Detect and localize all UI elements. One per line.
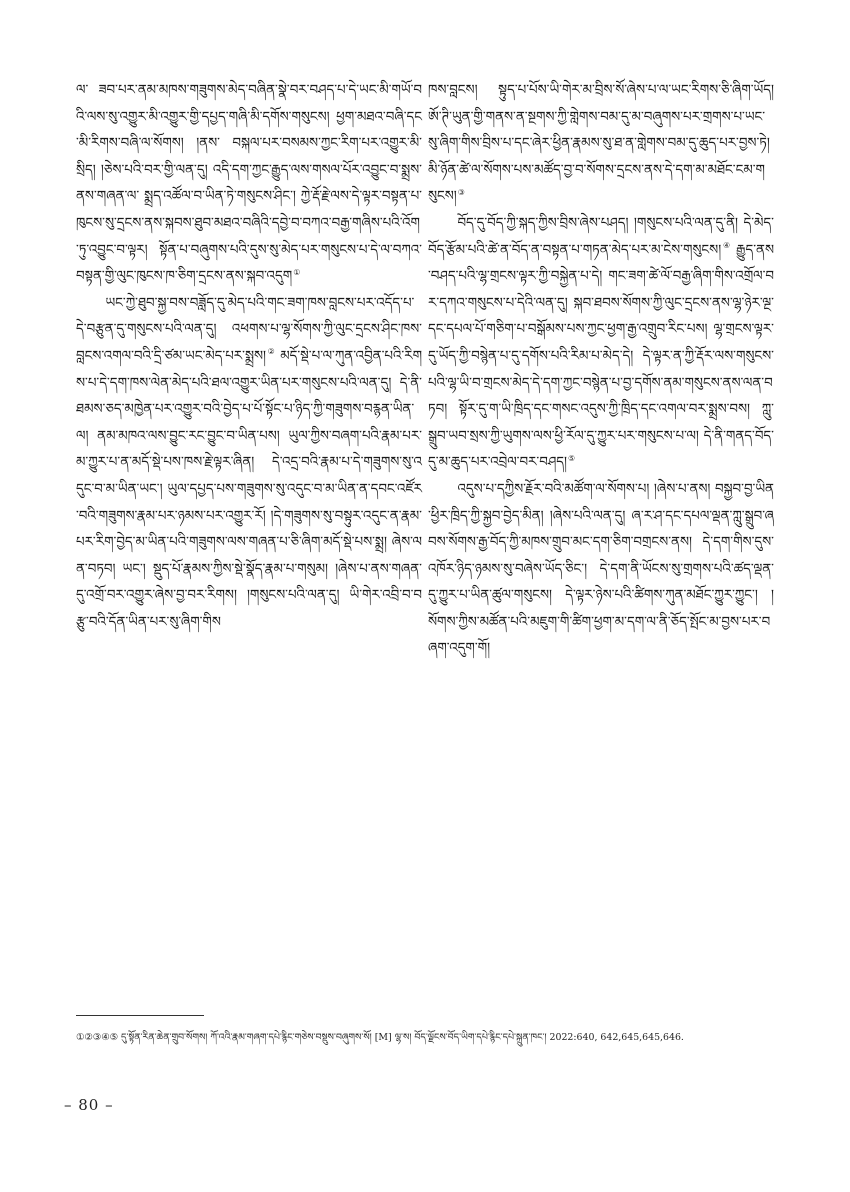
paragraph-text: རྒྱུད་ནས་བཤད་པའི་ལྷ་གྲངས་ལྟར་ཀྱི་བསྐྱེན་པ་དེ། གང་ཟག་ཚེ་ལོ་བརྒྱ་ཞིག་གིས་འགྲོལ་བར་དཀའ་གསུངས་པ་དེའི་ལན་དུ། སྐབ་ཐབས་སོགས་ཀྱི་ལུང་དྲངས་ནས་ལྷ་ཉེར་ལྔ་དང་དཔལ་པོ་གཅིག་པ་བསྒོམས་པས་ཀྱང་ཕྱག་རྒྱ་འགྲུབ་རིང་པས། ལྷ་གྲངས་ལྟར་དུ་ཡོད་ཀྱི་བསྙེན་པ་དུ་དགོས་པའི་རིམ་པ་མེད་དེ། དེ་ལྟར་ན་ཀྱི་རྡོར་ལས་གསུངས་པའི་ལྷ་ཡི་བ་གྲངས་མེད་དེ་དག་ཀྱང་བསྙེན་པ་བྱ་དགོས་ནམ་གསུངས་ནས་ལན་བཏབ། སྟོར་དུ་ག་ཡི་ཁྲིད་དང་གསང་འདུས་ཀྱི་ཁྲིད་དང་འགལ་བར་སྨྲས་བས། ཀླུ་སྒྲུབ་ཡབ་སྲས་ཀྱི་ཡུགས་ལས་ཕྱི་རོལ་དུ་ཀྱུར་པར་གསུངས་པ་ལ། དེ་ནི་གནད་བོད་དུ་མ་ཆུད་པར་འབྲེལ་བར་བཤད། bbox=[428, 242, 774, 471]
paragraph bbox=[428, 477, 774, 663]
paragraph-text: མདོ་སྡེ་པ་ལ་ཀུན་འབྱིན་པའི་རིགས་པ་དེ་དག་ཁས་ལེན་མེད་པའི་ཐལ་འགྱུར་ཡིན་པར་གསུངས་པའི་ལན་དུ། དེ་ནི་ཐམས་ཅད་མཁྱེན་པར་འགྱུར་བའི་བྱེད་པ་པོ་སྟོང་པ་ཉིད་ཀྱི་གཟུགས་བརྙན་ཡིན་ལ། ནམ་མཁའ་ལས་བྱུང་རང་བྱུང་བ་ཡིན་པས། ཡུལ་ཀྱིས་བཞག་པའི་རྣམ་པར་མ་ཀྱུར་པ་ན་མདོ་སྡེ་པས་ཁས་རྗེ་ལྟར་ཞིན། དེ་འདྲ་བའི་རྣམ་པ་དེ་གཟུགས་སུ་འདུང་བ་མ་ཡིན་ཡང་། ཡུལ་དཔྱད་པས་གཟུགས་སུ་འདུང་བ་མ་ཡིན་ན་དབང་འཛོར་བའི་གཟུགས་རྣམ་པར་ཉམས་པར་འགྱུར་རོ། །དེ་གཟུགས་སུ་བསྟུར་འདུང་ན་རྣམ་པར་རིག་བྱེད་མ་ཡིན་པའི་གཟུགས་ལས་གཞན་པ་ཅི་ཞིག་མདོ་སྡེ་པས་སྨྲ། ཞེས་ལན་བཏབ། ཡང་། སྡུད་པོ་རྣམས་ཀྱིས་སྡེ་སྣོད་རྣམ་པ་གསུམ། །ཞེས་པ་ནས་གཞན་དུ་འགྲོ་བར་འགྱུར་ཞེས་བྱ་བར་རིགས། །གསུངས་པའི་ལན་དུ། ཡི་གེར་འབྲི་བ་བརྩུ་བའི་དོན་ཡིན་པར་སུ་ཞིག་གིས bbox=[76, 348, 423, 630]
footnote-ref[interactable]: ④ bbox=[722, 241, 731, 251]
footnote-markers: ①②③④⑤ bbox=[76, 1032, 119, 1043]
paragraph bbox=[76, 291, 422, 637]
footnote bbox=[76, 1028, 776, 1048]
footnote-divider bbox=[76, 1015, 204, 1016]
paragraph bbox=[428, 211, 774, 477]
paragraph-text: འདུས་པ་དཀྱིས་རྗོར་བའི་མཚོག་ལ་སོགས་པ། །ཞེས་པ་ནས། བསྐྱབ་བྱ་ཡིན་ཕྱིར་ཁྲིད་ཀྱི་སྐྱབ་བྱེད་མིན། །ཞེས་པའི་ལན་དུ། ཞ་ར་ཤ་དང་དཔལ་ལྡན་ཀླུ་སྒྲུབ་ཞབས་སོགས་རྒྱ་བོད་ཀྱི་མཁས་གྲུབ་མང་དག་ཅིག་བགྲངས་ནས། དེ་དག་གིས་དུས་འཁོར་ཉིད་ཉམས་སུ་བཞེས་ཡོད་ཅིང་། དེ་དག་ནི་ཡོངས་སུ་གྲགས་པའི་ཚད་ལྡན་དུ་ཀྱུར་པ་ཡིན་ཚུལ་གསུངས། དེ་ལྟར་ཉེས་པའི་ཚིགས་ཀུན་མཐོང་ཀྱུར་ཀྱུང་། །སོགས་ཀྱིས་མཚོན་པའི་མཇུག་གི་ཚིག་ཕྱག་མ་དག་ལ་ནི་ཅོད་སྤོང་མ་བྱས་པར་བཞག་འདུག་གོ། bbox=[428, 481, 774, 657]
paragraph bbox=[428, 78, 774, 211]
footnote-ref[interactable]: ③ bbox=[457, 187, 465, 197]
paragraph bbox=[76, 78, 422, 291]
paragraph-text: ལ་ ཟབ་པར་ནམ་མཁས་གཟུགས་མེད་བཞིན་སྣེ་བར་བཤད་པ་དེ་ཡང་མི་གཡོ་བའི་ལས་སུ་འགྱུར་མི་འགྱུར་གྱི་དཔྱད་གཞི་མི་དགོས་གསུངས། ཕྱག་མཐའ་བཞི་དང་མི་རིགས་བཞི་ལ་སོགས། །ནས་ བསྐལ་པར་བསམས་ཀྱང་རིག་པར་འགྱུར་མི་སྲིད། །ཅེས་པའི་བར་གྱི་ལན་དུ། འདི་དག་ཀྱང་རྒྱུད་ལས་གསལ་པོར་འབྱུང་བ་སྨྲས་ནས་གཞན་ལ་ སྨྲད་འཚོལ་བ་ཡིན་ཏེ་གསུངས་ཤིང་། ཀྱེ་རྡོ་རྗེ་ལས་དེ་ལྟར་བསྟན་པ་ཁུངས་སུ་དྲངས་ནས་སྐབས་ཐུབ་མཐའ་བཞིའི་དབྱེ་བ་བཀའ་བརྒྱ་གཞིས་པའི་འོག་ཏུ་འབྱུང་བ་ལྟར། སྟོན་པ་བཞུགས་པའི་དུས་སུ་མེད་པར་གསུངས་པ་དེ་ལ་བཀའ་བསྟན་གྱི་ལུང་ཁུངས་ཁ་ཅིག་དྲངས་ནས་སྐབ་འདུག bbox=[76, 83, 422, 285]
paragraph-text: ཁས་བླངས། སྟུད་པ་པོས་ཡི་གེར་མ་བྲིས་སོ་ཞེས་པ་ལ་ཡང་རིགས་ཅི་ཞིག་ཡོད། ཨོ་ཊི་ཡུན་གྱི་གནས་ན་སྔགས་ཀྱི་གླེགས་བམ་དུ་མ་བཞུགས་པར་གྲགས་པ་ཡང་སུ་ཞིག་གིས་བྲིས་པ་དང་ཞེར་ཕྱིན་རྣམས་སུ་ཐ་ན་གླེགས་བམ་དུ་ཆུད་པར་བྱས་ཏེ། མི་ཉོན་ཚེ་ལ་སོགས་པས་མཚོད་བྱ་བ་སོགས་དྲངས་ནས་དེ་དག་མ་མཐོང་ངམ་གསུངས། bbox=[428, 83, 774, 205]
footnote-ref[interactable]: ② bbox=[267, 347, 276, 357]
page-number: – 80 – bbox=[64, 1096, 114, 1114]
left-column bbox=[76, 78, 422, 636]
right-column bbox=[428, 78, 774, 663]
footnote-ref[interactable]: ⑤ bbox=[568, 453, 576, 463]
footnote-ref[interactable]: ① bbox=[293, 267, 301, 277]
paragraph-text: བོད་དུ་བོད་ཀྱི་སྐད་ཀྱིས་བྲིས་ཞེས་པཤད། །གསུངས་པའི་ལན་དུ་ནི། དེ་མེད་བོད་རྩོམ་པའི་ཚེ་ན་བོད་ན་བསྟན་པ་གཏན་མེད་པར་མ་ངེས་གསུངས། bbox=[428, 215, 774, 258]
footnote-text: དུ་སྟོན་རིན་ཆེན་གྲུབ་སོགས། ཀོ་འའི་རྣམ་གཞག་དཔེ་རྙིང་གཅེས་བསྡུས་བཞུགས་སོ། [M] ལྷ་ས། བོད་ལྗོངས་བོད་ཡིག་དཔེ་རྙིང་དཔེ་སྐྲུན་ཁང་། 2022:640, 642,645,645,646. bbox=[118, 1032, 684, 1043]
paragraph-text: ཡང་ཀྱེ་ཐུབ་སྐྱ་བས་བཟློད་དུ་མེད་པའི་གང་ཟག་ཁས་བླངས་པར་འདོད་པ་དེ་བརྩུན་དུ་གསུངས་པའི་ལན་དུ། འཕགས་པ་ལྷ་སོགས་ཀྱི་ལུང་དྲངས་ཤིང་ཁས་བླངས་འགལ་བའི་དྲི་ཙམ་ཡང་མེད་པར་སྨྲས། bbox=[76, 295, 422, 364]
